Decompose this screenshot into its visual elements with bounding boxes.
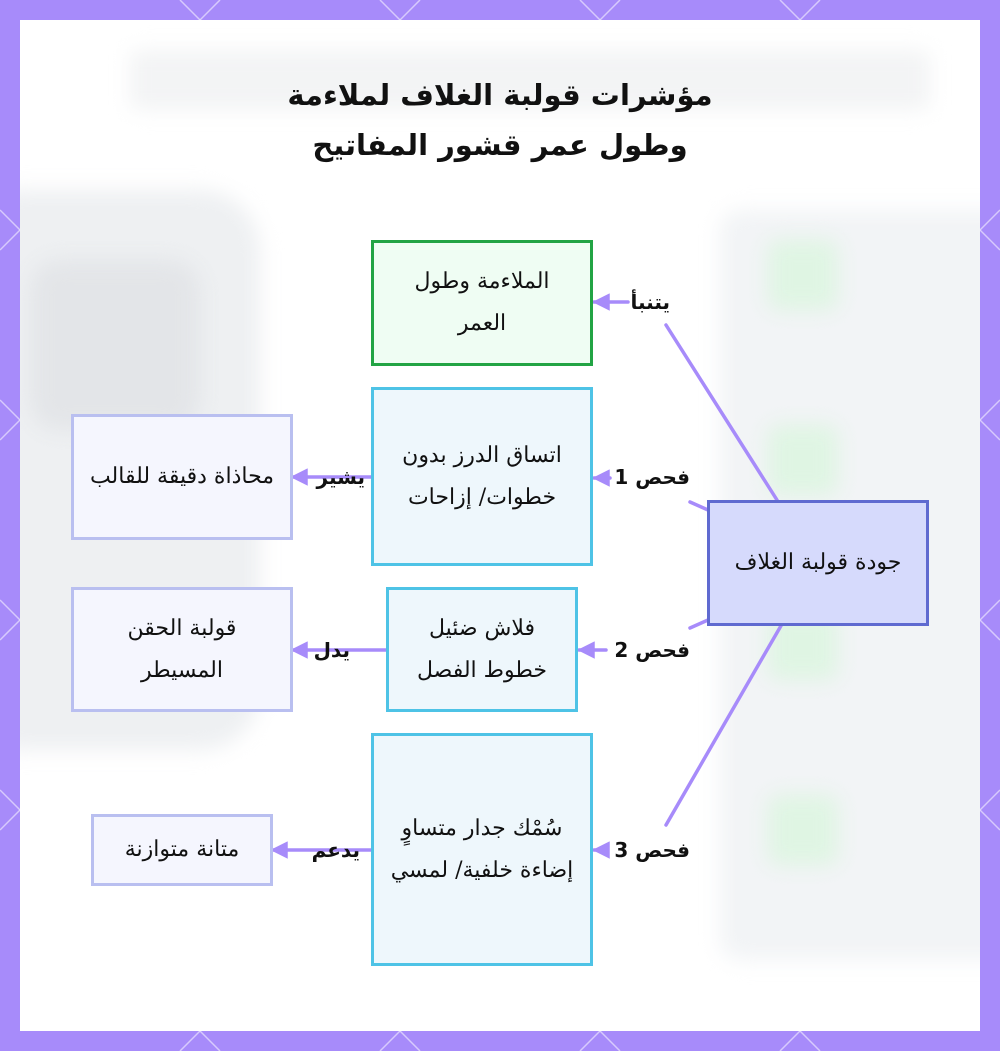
node-check-2-label: فلاش ضئيل خطوط الفصل xyxy=(416,615,548,683)
edge-label-supports: يدعم xyxy=(311,838,360,862)
node-check-3-label: سُمْك جدار متساوٍ إضاءة خلفية/ لمسي xyxy=(390,815,574,883)
node-outcome xyxy=(371,240,593,366)
edge-label-check-2: فحص 2 xyxy=(614,638,690,662)
node-hub-label: جودة قولبة الغلاف xyxy=(734,550,902,575)
node-check-3 xyxy=(371,733,593,966)
node-result-3-label: متانة متوازنة xyxy=(124,837,240,862)
edge-label-predicts: يتنبأ xyxy=(630,290,670,314)
edge-hub-to-check-2 xyxy=(690,620,708,628)
edge-label-check-1: فحص 1 xyxy=(614,465,690,489)
title-line-2: وطول عمر قشور المفاتيح xyxy=(312,128,688,162)
node-result-1-label: محاذاة دقيقة للقالب xyxy=(89,464,275,489)
node-outcome-label: الملاءمة وطول العمر xyxy=(414,269,550,336)
node-result-2-label: قولبة الحقن المسيطر xyxy=(127,615,237,683)
node-hub xyxy=(707,500,929,626)
node-check-1-label: اتساق الدرز بدون خطوات/ إزاحات xyxy=(402,442,562,510)
edge-label-indicates: يشير xyxy=(316,465,365,489)
node-check-2 xyxy=(386,587,578,712)
title-line-1: مؤشرات قولبة الغلاف لملاءمة xyxy=(287,78,713,112)
node-result-2 xyxy=(71,587,293,712)
edge-label-check-3: فحص 3 xyxy=(614,838,690,862)
node-check-1 xyxy=(371,387,593,566)
node-result-3 xyxy=(91,814,273,886)
edge-hub-to-check-1 xyxy=(690,502,708,510)
edge-label-signals: يدل xyxy=(313,638,350,662)
node-result-1 xyxy=(71,414,293,540)
